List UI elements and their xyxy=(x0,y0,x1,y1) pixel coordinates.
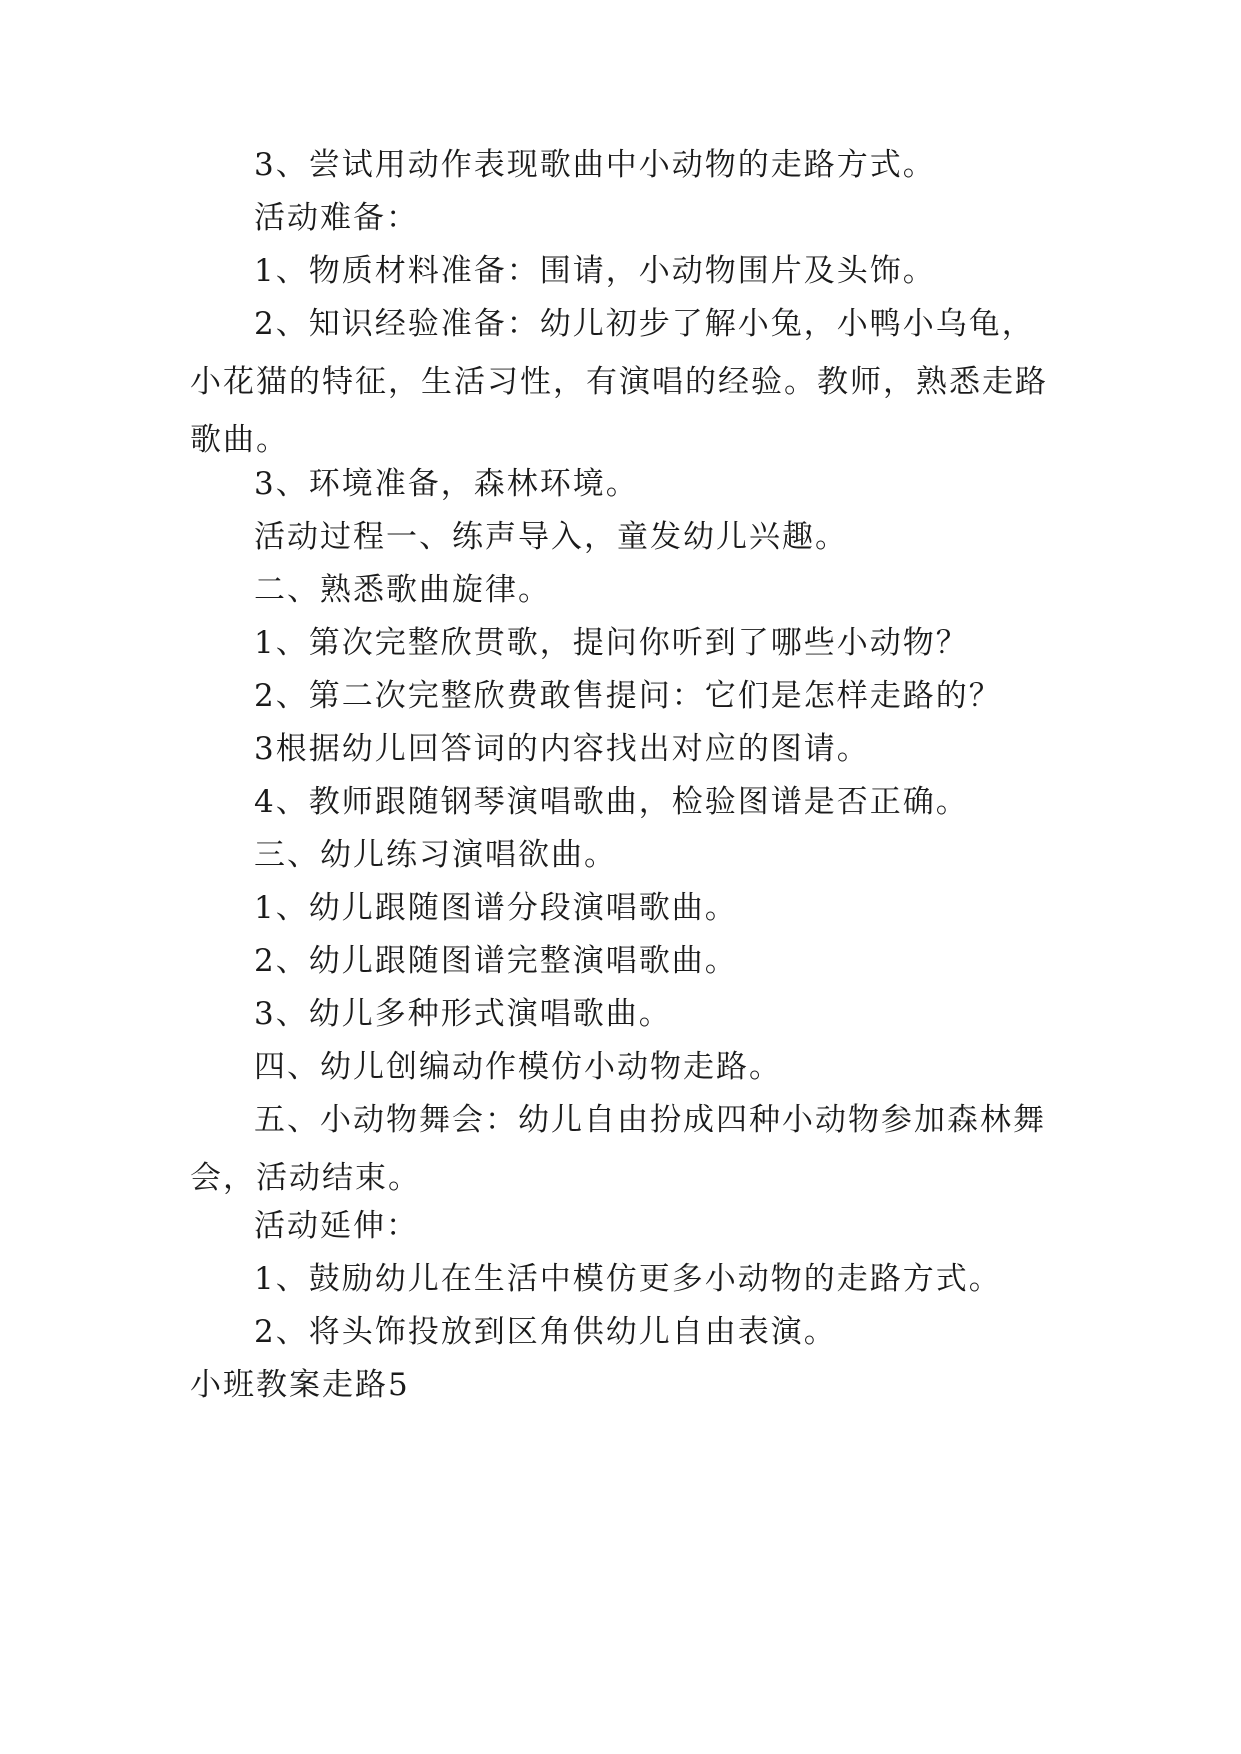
paragraph: 2、知识经验准备：幼儿初步了解小兔，小鸭小乌龟，小花猫的特征，生活习性，有演唱的经验。教师，熟悉走路歌曲。 xyxy=(190,306,1048,458)
paragraph: 活动延伸： xyxy=(254,1208,419,1244)
paragraph: 4、教师跟随钢琴演唱歌曲，检验图谱是否正确。 xyxy=(254,784,969,820)
paragraph: 1、第次完整欣贯歌，提问你听到了哪些小动物？ xyxy=(254,625,969,661)
paragraph: 活动难备： xyxy=(254,200,419,236)
paragraph: 五、小动物舞会：幼儿自由扮成四种小动物参加森林舞会，活动结束。 xyxy=(190,1102,1046,1196)
paragraph: 3、尝试用动作表现歌曲中小动物的走路方式。 xyxy=(254,147,936,183)
paragraph: 1、物质材料准备：围请，小动物围片及头饰。 xyxy=(254,253,936,289)
paragraph: 3根据幼儿回答词的内容找出对应的图请。 xyxy=(254,731,870,767)
paragraph: 3、环境准备，森林环境。 xyxy=(254,466,639,502)
paragraph: 2、将头饰投放到区角供幼儿自由表演。 xyxy=(254,1314,837,1350)
paragraph: 四、幼儿创编动作模仿小动物走路。 xyxy=(254,1049,782,1085)
paragraph: 活动过程一、练声导入，童发幼儿兴趣。 xyxy=(254,519,848,555)
paragraph: 三、幼儿练习演唱欲曲。 xyxy=(254,837,617,873)
paragraph: 1、鼓励幼儿在生活中模仿更多小动物的走路方式。 xyxy=(254,1261,1002,1297)
paragraph: 二、熟悉歌曲旋律。 xyxy=(254,572,551,608)
paragraph: 2、幼儿跟随图谱完整演唱歌曲。 xyxy=(254,943,738,979)
paragraph: 1、幼儿跟随图谱分段演唱歌曲。 xyxy=(254,890,738,926)
paragraph: 2、第二次完整欣费敢售提问：它们是怎样走路的？ xyxy=(254,678,1002,714)
section-title: 小班教案走路5 xyxy=(190,1367,410,1403)
paragraph: 3、幼儿多种形式演唱歌曲。 xyxy=(254,996,672,1032)
